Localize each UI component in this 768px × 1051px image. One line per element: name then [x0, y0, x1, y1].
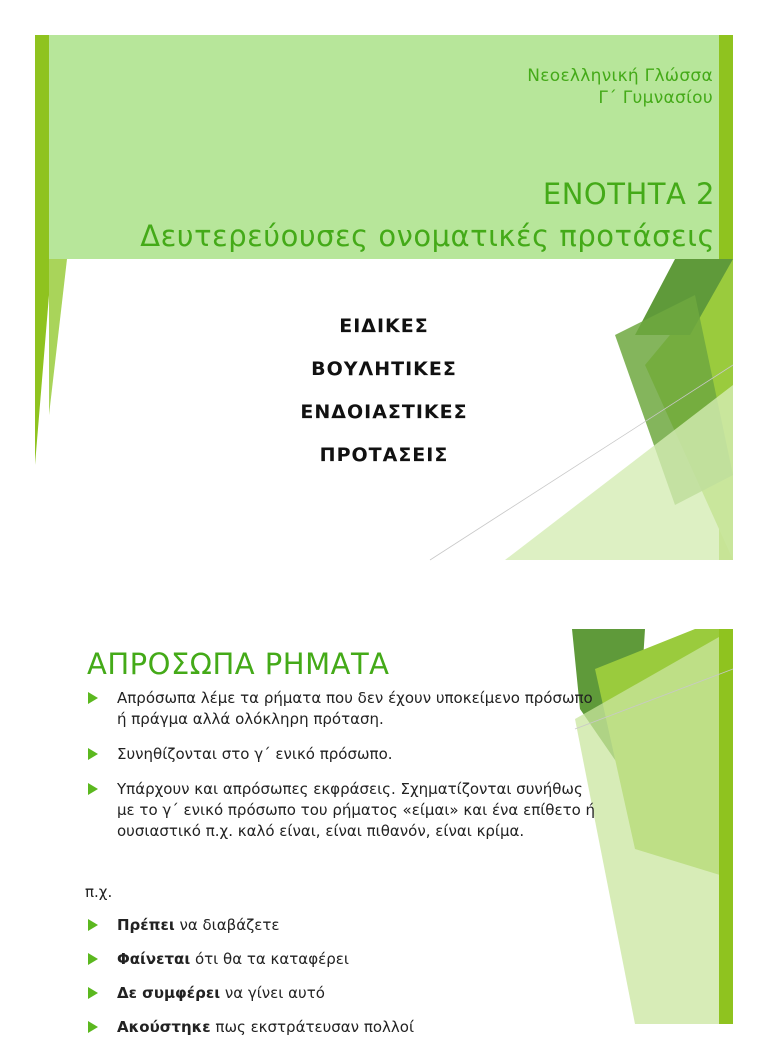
main-title — [140, 173, 715, 257]
slide-2 — [35, 629, 733, 1036]
bullet-arrow-icon — [88, 692, 98, 704]
example-verb: Φαίνεται — [117, 950, 191, 968]
bullet-arrow-icon — [88, 1021, 98, 1033]
bullet-item — [85, 779, 605, 842]
subtitle-course: Νεοελληνική Γλώσσα — [527, 66, 713, 86]
unit-title: ΕΝΟΤΗΤΑ 2 — [542, 177, 715, 211]
definition-bullets — [85, 688, 605, 856]
example-verb: Δε συμφέρει — [117, 984, 221, 1002]
topic-title: Δευτερεύουσες ονοματικές προτάσεις — [140, 219, 715, 253]
example-item — [85, 915, 605, 936]
example-item — [85, 1017, 605, 1038]
right-edge-strip — [719, 629, 733, 1024]
clause-type-item: ΕΙΔΙΚΕΣ — [339, 315, 429, 337]
bullet-item — [85, 744, 605, 765]
bullet-text: Απρόσωπα λέμε τα ρήματα που δεν έχουν υποκείμενο πρόσωπο ή πράγμα αλλά ολόκληρη πρόταση. — [117, 689, 593, 728]
example-verb: Ακούστηκε — [117, 1018, 211, 1036]
slide-1 — [35, 35, 733, 560]
clause-type-item: ΕΝΔΟΙΑΣΤΙΚΕΣ — [300, 401, 468, 423]
example-rest: πως εκστράτευσαν πολλοί — [210, 1018, 415, 1036]
example-rest: να διαβάζετε — [174, 916, 280, 934]
bullet-text: Συνηθίζονται στο γ΄ ενικό πρόσωπο. — [117, 745, 393, 763]
bullet-arrow-icon — [88, 987, 98, 999]
slide-2-title: ΑΠΡΟΣΩΠΑ ΡΗΜΑΤΑ — [87, 647, 390, 681]
example-verb: Πρέπει — [117, 916, 175, 934]
example-bullets — [85, 915, 605, 1051]
example-rest: ότι θα τα καταφέρει — [190, 950, 349, 968]
subtitle-grade: Γ΄ Γυμνασίου — [598, 88, 713, 108]
clause-type-item: ΒΟΥΛΗΤΙΚΕΣ — [311, 358, 457, 380]
bullet-text: Υπάρχουν και απρόσωπες εκφράσεις. Σχηματίζονται συνήθως με το γ΄ ενικό πρόσωπο του ρήματος «είμαι» και ένα επίθετο ή ουσιαστικό π.χ. καλό είναι, είναι πιθανόν, είναι κρίμα. — [117, 780, 596, 840]
clause-types-list — [35, 305, 733, 477]
example-item — [85, 983, 605, 1004]
subtitle — [527, 65, 713, 109]
bullet-arrow-icon — [88, 748, 98, 760]
example-rest: να γίνει αυτό — [220, 984, 325, 1002]
clause-type-item: ΠΡΟΤΑΣΕΙΣ — [319, 444, 449, 466]
bullet-arrow-icon — [88, 783, 98, 795]
bullet-arrow-icon — [88, 919, 98, 931]
bullet-arrow-icon — [88, 953, 98, 965]
bullet-item — [85, 688, 605, 730]
example-label: π.χ. — [85, 883, 113, 901]
example-item — [85, 949, 605, 970]
